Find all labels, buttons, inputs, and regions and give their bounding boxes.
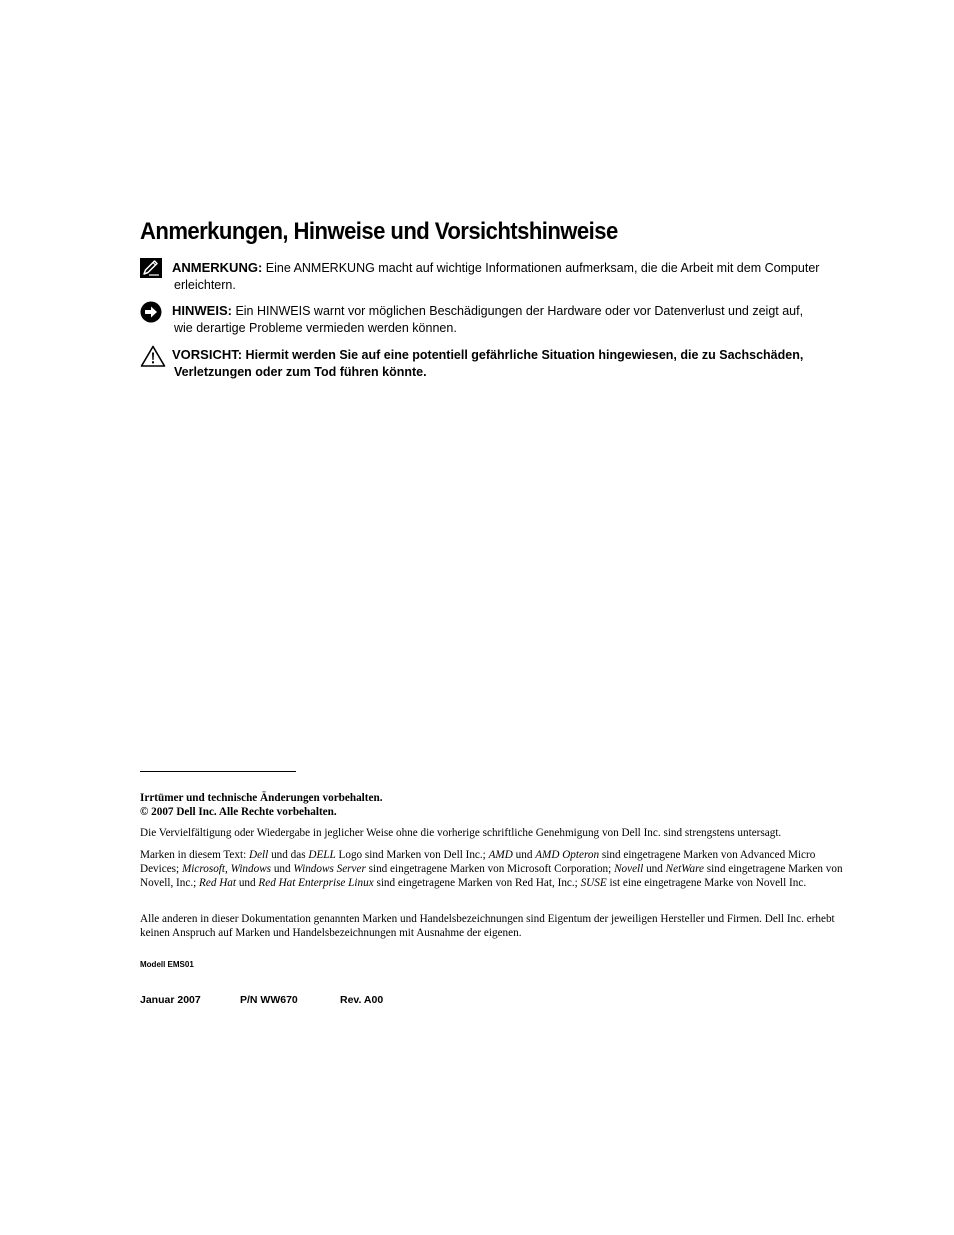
caution-label: VORSICHT: [172,347,243,362]
caution-text: Hiermit werden Sie auf eine potentiell gefährliche Situation hingewiesen, die zu Sachschäden, [245,348,804,362]
note-label: ANMERKUNG: [172,260,263,275]
other-trademarks-notice: Alle anderen in dieser Dokumentation genannten Marken und Handelsbezeichnungen sind Eigentum der jeweiligen Hersteller und Firmen. Dell Inc. erhebt keinen Anspruch auf Marken und Handelsbezeichnungen mit Ausnahme der eigenen. [140,913,835,939]
rights-notice [140,791,845,819]
rights-line-1: Irrtümer und technische Änderungen vorbehalten. [140,792,383,804]
copying-notice: Die Vervielfältigung oder Wiedergabe in jeglicher Weise ohne die vorherige schriftliche Genehmigung von Dell Inc. sind strengstens untersagt. [140,827,782,839]
hinweis-notice [140,302,840,337]
note-text-continued: erleichtern. [174,278,236,292]
notice-text: Ein HINWEIS warnt vor möglichen Beschädigungen der Hardware oder vor Datenverlust und zeigt auf, [235,304,804,318]
revision-date: Januar 2007 [140,994,201,1006]
notice-label: HINWEIS: [172,303,232,318]
part-number: P/N WW670 [240,994,298,1006]
model-number: Modell EMS01 [140,960,194,969]
caution-notice [140,346,840,381]
revision-number: Rev. A00 [340,994,384,1006]
caution-text-continued: Verletzungen oder zum Tod führen könnte. [174,365,427,379]
notice-text-continued: wie derartige Probleme vermieden werden können. [174,321,457,335]
page-title: Anmerkungen, Hinweise und Vorsichtshinweise [140,218,618,245]
trademarks-notice: Marken in diesem Text: Dell und das DELL Logo sind Marken von Dell Inc.; AMD und AMD Opteron sind eingetragene Marken von Advanced Micro Devices; Microsoft, Windows und Windows Server sind eingetragene Marken von Microsoft Corporation; Novell und NetWare sind eingetragene Marken von Novell, Inc.; Red Hat und Red Hat Enterprise Linux sind eingetragene Marken von Red Hat, Inc.; SUSE ist eine eingetragene Marke von Novell Inc. [140,849,843,889]
note-notice [140,259,840,294]
footer-divider [140,771,296,772]
notice-arrow-icon [140,301,164,323]
note-pencil-icon [140,258,164,280]
note-text: Eine ANMERKUNG macht auf wichtige Informationen aufmerksam, die die Arbeit mit dem Computer [265,261,820,275]
caution-triangle-icon [140,345,164,367]
copyright-line: © 2007 Dell Inc. Alle Rechte vorbehalten. [140,806,337,818]
